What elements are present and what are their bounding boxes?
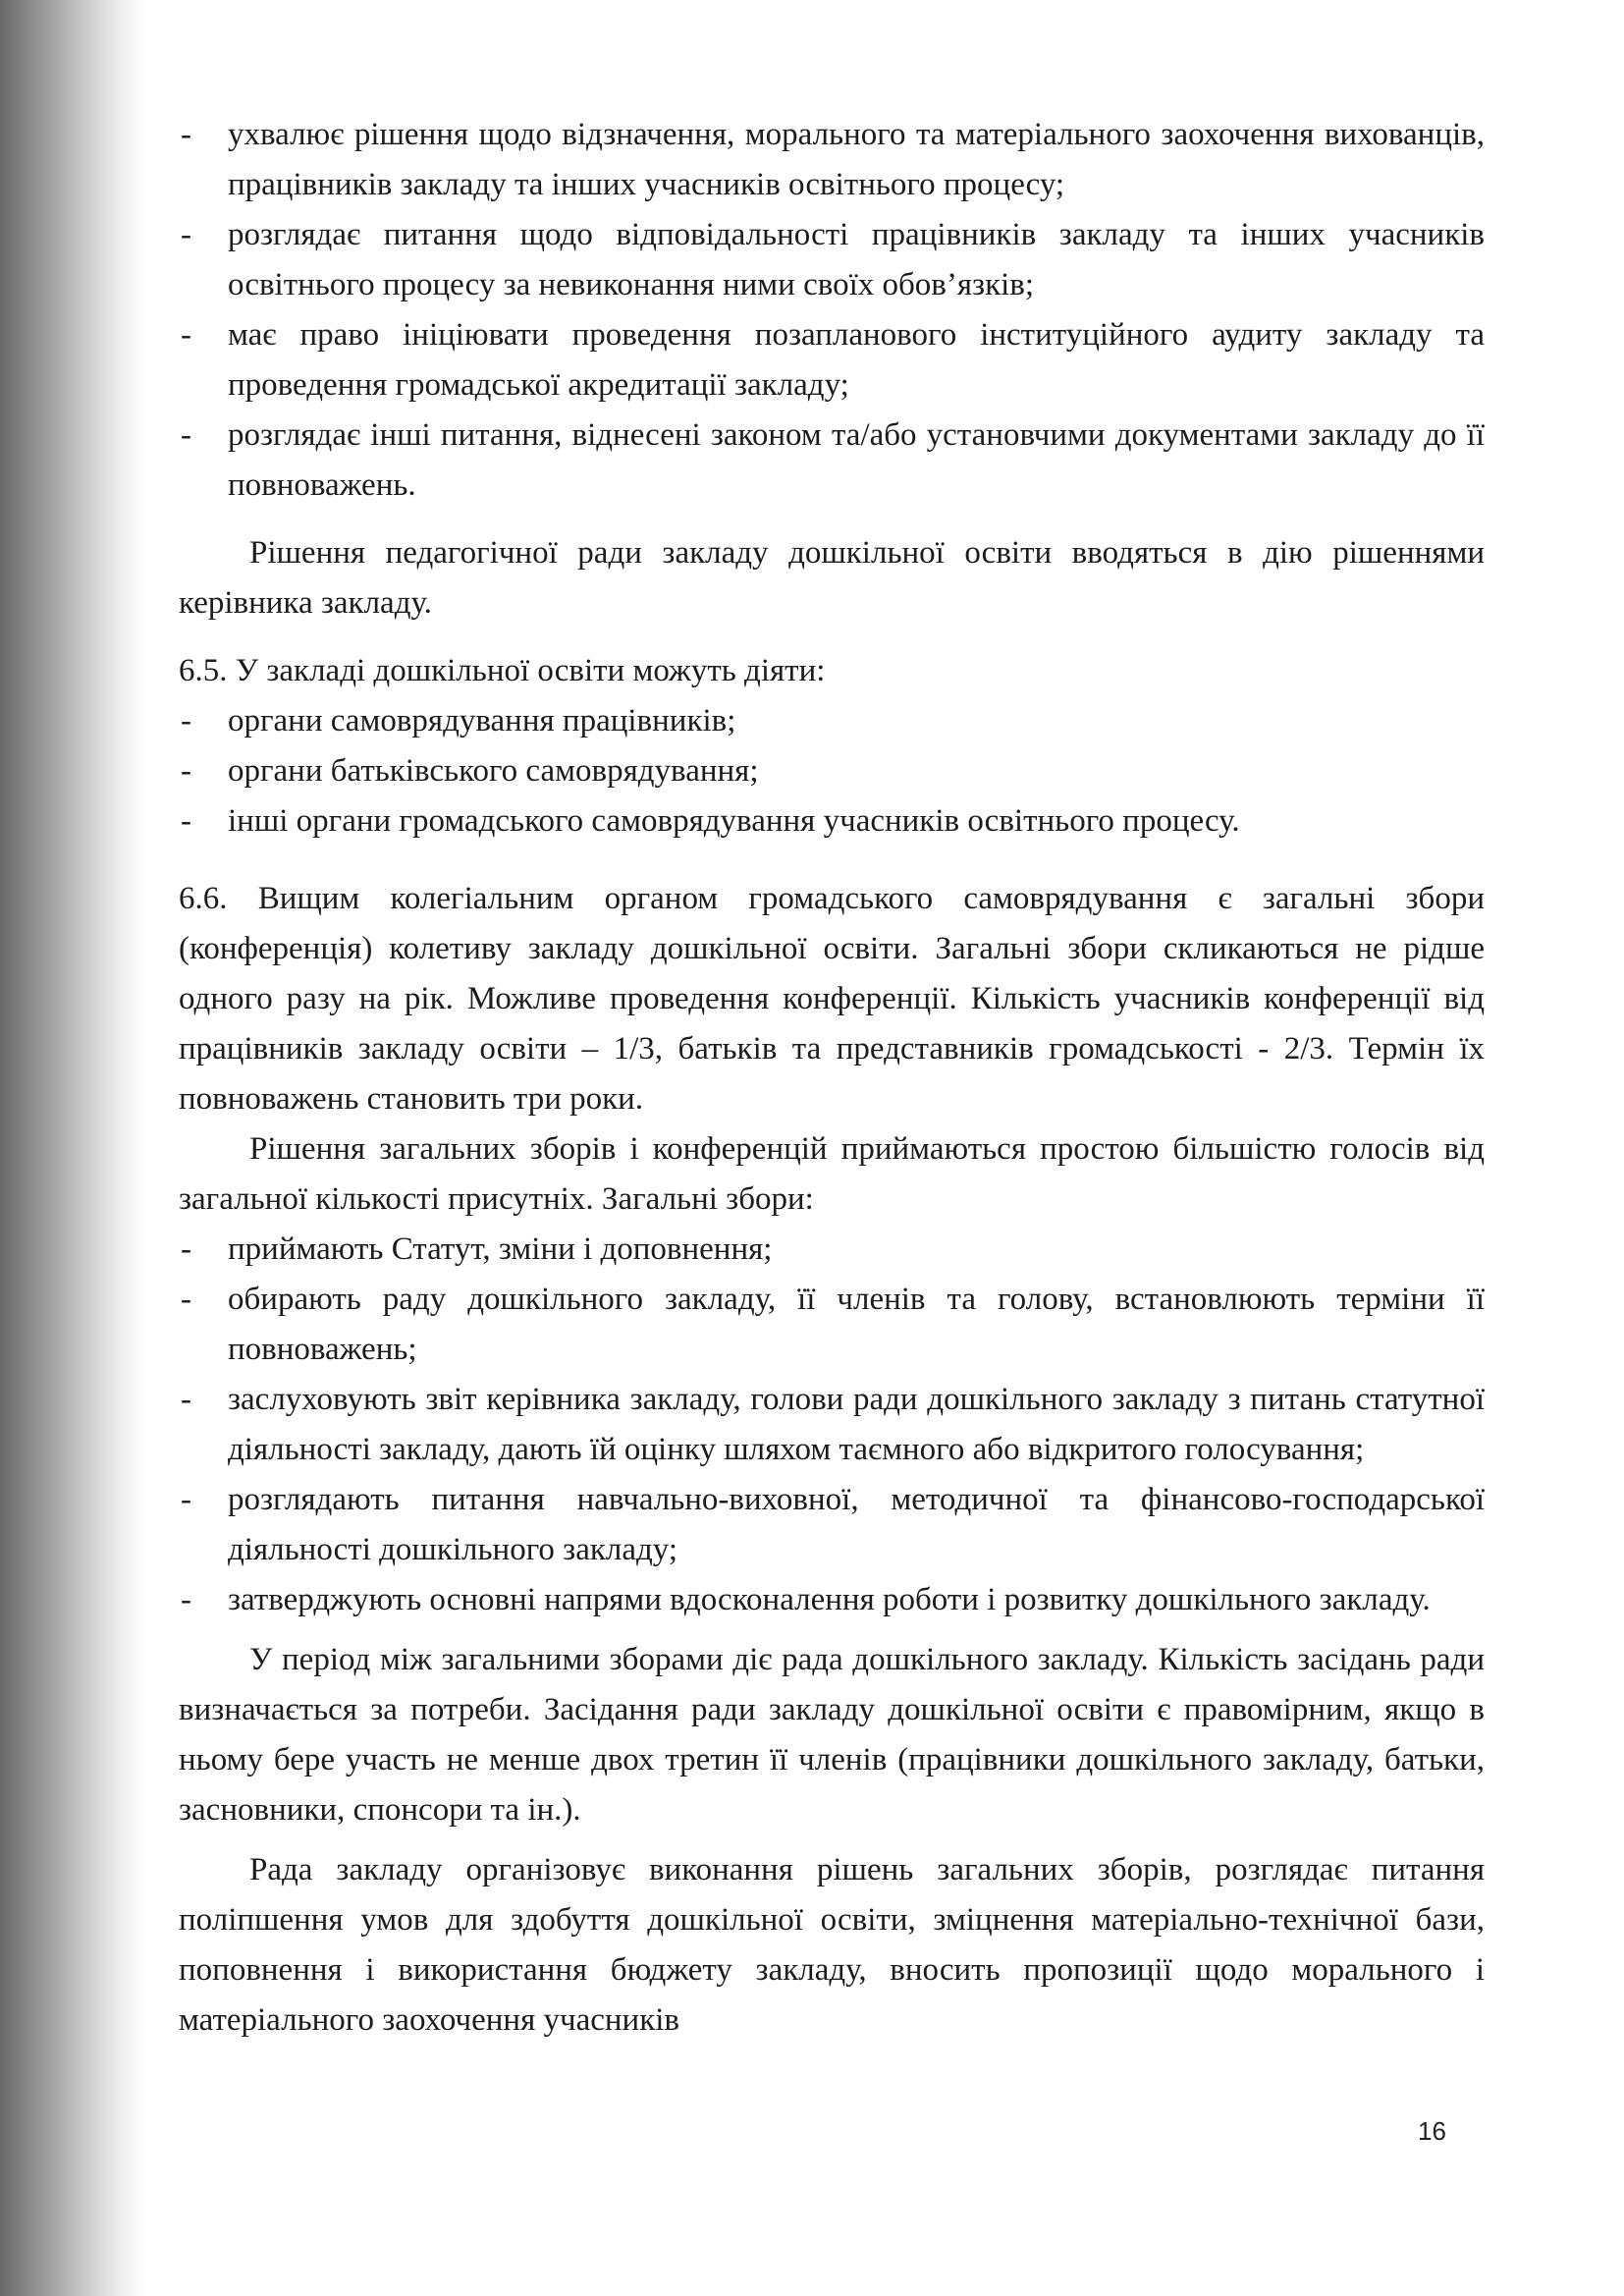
general-meeting-powers-list bbox=[179, 1225, 1485, 1625]
page-number: 16 bbox=[1418, 2116, 1446, 2146]
pedagogical-council-powers-list bbox=[179, 110, 1485, 511]
list-dash: - bbox=[181, 1231, 191, 1267]
general-meeting-decisions: Рішення загальних зборів і конференцій приймаються простою більшістю голосів від загальної кількості присутніх. Загальні збори: bbox=[179, 1131, 1485, 1217]
scan-edge-shadow bbox=[0, 0, 147, 2296]
decisions-paragraph: Рішення педагогічної ради закладу дошкільної освіти вводяться в дію рішеннями керівника закладу. bbox=[179, 535, 1485, 621]
list-item: - розглядають питання навчально-виховної, методичної та фінансово-господарської діяльності дошкільного закладу; bbox=[179, 1475, 1485, 1575]
list-dash: - bbox=[181, 1482, 191, 1517]
list-dash: - bbox=[181, 417, 191, 453]
list-dash: - bbox=[181, 1582, 191, 1617]
list-item: - органи батьківського самоврядування; bbox=[179, 746, 1485, 796]
list-item: - приймають Статут, зміни і доповнення; bbox=[179, 1225, 1485, 1275]
list-dash: - bbox=[181, 217, 191, 252]
list-item: - розглядає інші питання, віднесені законом та/або установчими документами закладу до її повноважень. bbox=[179, 410, 1485, 511]
list-item: - інші органи громадського самоврядування учасників освітнього процесу. bbox=[179, 796, 1485, 847]
list-dash: - bbox=[181, 1382, 191, 1417]
list-item: - має право ініціювати проведення позапланового інституційного аудиту закладу та проведення громадської акредитації закладу; bbox=[179, 310, 1485, 410]
list-item: - затверджують основні напрями вдосконалення роботи і розвитку дошкільного закладу. bbox=[179, 1575, 1485, 1625]
section-6-6-paragraph: 6.6. Вищим колегіальним органом громадського самоврядування є загальні збори (конференція) колетиву закладу дошкільної освіти. Загальні збори скликаються не рідше одного разу на рік. Можливе проведення конференції. Кількість учасників конференції від працівників закладу освіти – 1/3, батьків та представників громадськості - 2/3. Термін їх повноважень становить три роки. bbox=[179, 881, 1485, 1117]
list-item: - розглядає питання щодо відповідальності працівників закладу та інших учасників освітнього процесу за невиконання ними своїх обов’язків; bbox=[179, 210, 1485, 310]
council-paragraph: У період між загальними зборами діє рада дошкільного закладу. Кількість засідань ради визначається за потреби. Засідання ради закладу дошкільної освіти є правомірним, якщо в ньому бере участь не менше двох третин її членів (працівники дошкільного закладу, батьки, засновники, спонсори та ін.). bbox=[179, 1642, 1485, 1828]
list-item: - обирають раду дошкільного закладу, її членів та голову, встановлюють терміни її повноважень; bbox=[179, 1275, 1485, 1375]
list-dash: - bbox=[181, 703, 191, 738]
self-government-bodies-list bbox=[179, 696, 1485, 847]
council-tasks-paragraph: Рада закладу організовує виконання рішень загальних зборів, розглядає питання поліпшення умов для здобуття дошкільної освіти, зміцнення матеріально-технічної бази, поповнення і використання бюджету закладу, вносить пропозиції щодо морального і матеріального заохочення учасників bbox=[179, 1852, 1485, 2038]
list-item: - органи самоврядування працівників; bbox=[179, 696, 1485, 746]
list-dash: - bbox=[181, 803, 191, 839]
list-item: - ухвалює рішення щодо відзначення, морального та матеріального заохочення вихованців, працівників закладу та інших учасників освітнього процесу; bbox=[179, 110, 1485, 210]
list-dash: - bbox=[181, 753, 191, 789]
list-dash: - bbox=[181, 317, 191, 353]
list-dash: - bbox=[181, 117, 191, 152]
list-dash: - bbox=[181, 1282, 191, 1317]
list-item: - заслуховують звіт керівника закладу, голови ради дошкільного закладу з питань статутної діяльності закладу, дають їй оцінку шляхом таємного або відкритого голосування; bbox=[179, 1375, 1485, 1475]
section-6-5-heading: 6.5. У закладі дошкільної освіти можуть діяти: bbox=[179, 653, 826, 688]
document-page bbox=[179, 110, 1485, 2046]
